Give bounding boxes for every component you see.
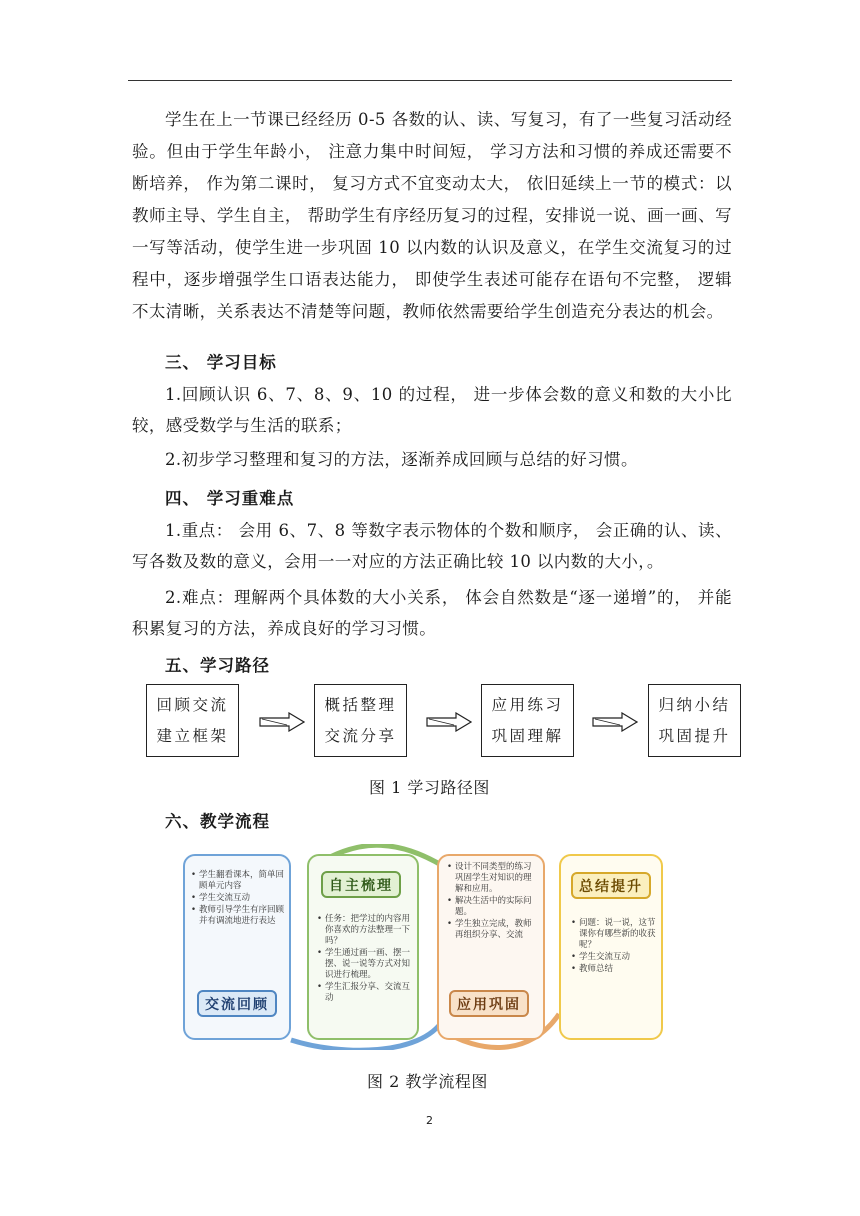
path-step-2-line1: 概括整理: [324, 695, 397, 714]
summary-bullet-2: • 学生交流互动: [579, 952, 657, 963]
goal-item-2: 2.初步学习整理和复习的方法，逐渐养成回顾与总结的好习惯。: [165, 450, 638, 469]
organize-bullet-3: • 学生汇报分享、交流互动: [325, 982, 413, 1004]
review-bullet-2: • 学生交流互动: [199, 893, 285, 904]
intro-paragraph: [132, 104, 732, 328]
header-rule: [128, 80, 732, 81]
flow-tag-review: 交流回顾: [197, 990, 277, 1017]
review-bullet-1: • 学生翻看课本，简单回顾单元内容: [199, 870, 285, 892]
path-step-1-line2: 建立框架: [156, 726, 229, 745]
section-4-heading: 四、 学习重难点: [165, 489, 295, 508]
path-arrow-3-icon: [592, 712, 638, 732]
path-step-1-line1: 回顾交流: [156, 695, 229, 714]
section-3-items: [132, 379, 732, 475]
flow-tag-organize: 自主梳理: [321, 871, 401, 898]
path-step-3-line2: 巩固理解: [491, 726, 564, 745]
summary-bullet-1: • 问题：说一说，这节课你有哪些新的收获呢？: [579, 918, 657, 951]
organize-bullet-1: • 任务：把学过的内容用你喜欢的方法整理一下吗？: [325, 914, 413, 947]
apply-bullet-3: • 学生独立完成，教师再组织分享、交流: [455, 919, 539, 941]
path-step-2: [314, 684, 407, 757]
section-6-heading: 六、教学流程: [165, 812, 270, 831]
path-arrow-2-icon: [426, 712, 472, 732]
intro-text: 学生在上一节课已经经历 0-5 各数的认、读、写复习，有了一些复习活动经验。但由于学生年龄小， 注意力集中时间短， 学习方法和习惯的养成还需要不断培养， 作为第二课时， 复习方式不宜变动太大， 依旧延续上一节的模式：以教师主导、学生自主， 帮助学生有序经历复习的过程，安排说一说、画一画、写一写等活动，使学生进一步巩固 10 以内数的认识及意义，在学生交流复习的过程中，逐步增强学生口语表达能力， 即使学生表述可能存在语句不完整， 逻辑不太清晰，关系表达不清楚等问题，教师依然需要给学生创造充分表达的机会。: [132, 110, 732, 321]
path-step-4: [648, 684, 741, 757]
flow-tag-summary: 总结提升: [571, 872, 651, 899]
teaching-flow-diagram: [181, 844, 673, 1050]
figure-2-caption: 图 2 教学流程图: [367, 1072, 488, 1091]
review-bullet-3: • 教师引导学生有序回顾并有调流地进行表达: [199, 905, 285, 927]
path-step-4-line1: 归纳小结: [658, 695, 731, 714]
organize-bullet-2: • 学生通过画一画、摆一摆、说一说等方式对知识进行梳理。: [325, 948, 413, 981]
path-step-3-line1: 应用练习: [491, 695, 564, 714]
path-step-2-line2: 交流分享: [324, 726, 397, 745]
difficulty-item: 2.难点：理解两个具体数的大小关系， 体会自然数是“逐一递增”的， 并能积累复习的方法，养成良好的学习习惯。: [132, 588, 732, 638]
page-number: 2: [426, 1114, 433, 1127]
section-4-items: [132, 515, 732, 644]
goal-item-1: 1.回顾认识 6、7、8、9、10 的过程， 进一步体会数的意义和数的大小比较，感受数学与生活的联系；: [132, 385, 732, 435]
apply-bullet-2: • 解决生活中的实际问题。: [455, 896, 539, 918]
path-arrow-1-icon: [259, 712, 305, 732]
summary-bullet-3: • 教师总结: [579, 964, 657, 975]
apply-bullet-1: • 设计不同类型的练习巩固学生对知识的理解和应用。: [455, 862, 539, 895]
path-step-3: [481, 684, 574, 757]
section-3-heading: 三、 学习目标: [165, 353, 277, 372]
key-point-item: 1.重点： 会用 6、7、8 等数字表示物体的个数和顺序， 会正确的认、读、写各数及数的意义，会用一一对应的方法正确比较 10 以内数的大小，。: [132, 521, 732, 571]
figure-1-caption: 图 1 学习路径图: [369, 778, 490, 797]
flow-tag-apply: 应用巩固: [449, 990, 529, 1017]
path-step-4-line2: 巩固提升: [658, 726, 731, 745]
section-5-heading: 五、学习路径: [165, 656, 270, 675]
path-step-1: [146, 684, 239, 757]
